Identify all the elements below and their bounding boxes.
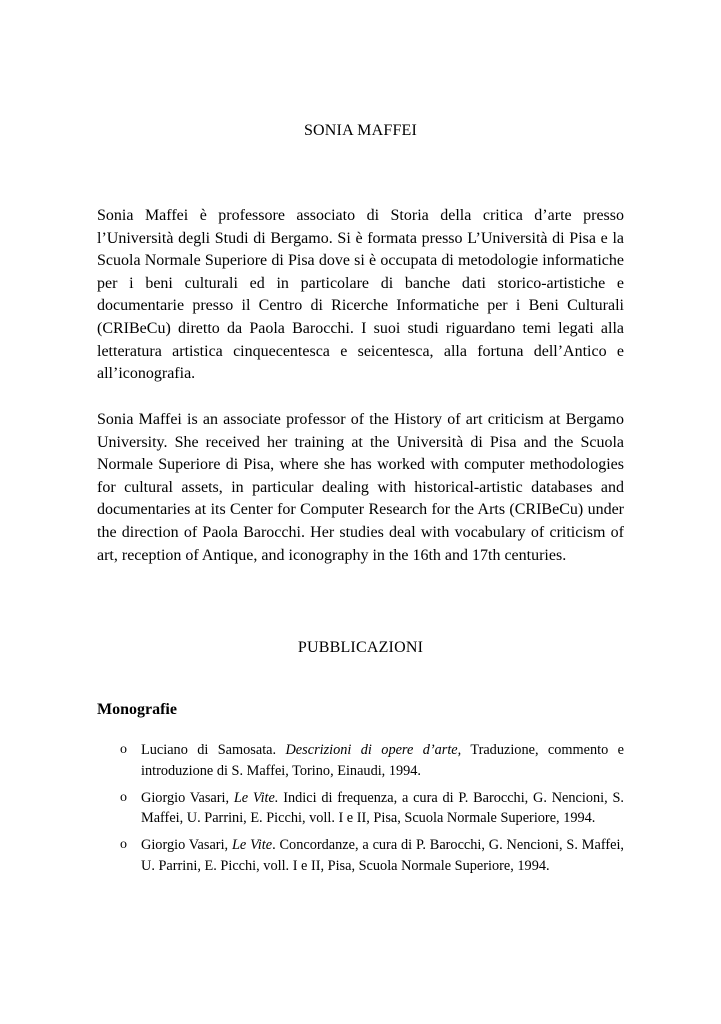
bullet-marker: o: [120, 742, 127, 757]
page-title: SONIA MAFFEI: [303, 122, 418, 139]
list-item: [120, 788, 624, 830]
bullet-marker: o: [120, 837, 127, 853]
publication-entry: [141, 790, 624, 827]
entry-text: Luciano di Samosata.: [141, 742, 286, 758]
publications-title: PUBBLICAZIONI: [297, 639, 424, 656]
entry-title-italic: Le Vite.: [233, 789, 279, 806]
section-heading-monografie: Monografie: [97, 701, 177, 718]
entry-text: Traduzione, commento e introduzione di S. Maffei, Torino, Einaudi, 1994.: [141, 742, 624, 779]
entry-text: Giorgio Vasari,: [141, 837, 232, 854]
bio-italian: Sonia Maffei è professore associato di Storia della critica d’arte presso l’Università degli Studi di Bergamo. Si è formata presso L’Università di Pisa e la Scuola Normale Superiore di Pisa dove si è occupata di metodologie informatiche per i beni culturali ed in particolare di banche dati storico-artistiche e documentarie presso il Centro di Ricerche Informatiche per i Beni Culturali (CRIBeCu) diretto da Paola Barocchi. I suoi studi riguardano temi legati alla letteratura artistica cinquecentesca e seicentesca, alla fortuna dell’Antico e all’iconografia.: [97, 207, 624, 383]
publication-entry: [141, 837, 624, 874]
entry-title-italic: Descrizioni di opere d’arte,: [285, 742, 462, 758]
publication-list: [120, 740, 624, 883]
entry-text: Indici di frequenza, a cura di P. Barocchi, G. Nencioni, S. Maffei, U. Parrini, E. Picchi, voll. I e II, Pisa, Scuola Normale Superiore, 1994.: [141, 789, 624, 827]
entry-title-italic: Le Vite: [231, 837, 273, 854]
entry-text: Giorgio Vasari,: [141, 789, 234, 806]
bullet-marker: o: [120, 789, 127, 805]
bio-english: Sonia Maffei is an associate professor of the History of art criticism at Bergamo University. She received her training at the Università di Pisa and the Scuola Normale Superiore di Pisa, where she has worked with computer methodologies for cultural assets, in particular dealing with historical-artistic databases and documentaries at its Center for Computer Research for the Arts (CRIBeCu) under the direction of Paola Barocchi. Her studies deal with vocabulary of criticism of art, reception of Antique, and iconography in the 16th and 17th centuries.: [97, 411, 624, 564]
publication-entry: [141, 742, 624, 779]
entry-text: . Concordanze, a cura di P. Barocchi, G. Nencioni, S. Maffei, U. Parrini, E. Picchi, voll. I e II, Pisa, Scuola Normale Superiore, 1994.: [141, 837, 624, 874]
list-item: [120, 835, 624, 877]
list-item: [120, 740, 624, 782]
